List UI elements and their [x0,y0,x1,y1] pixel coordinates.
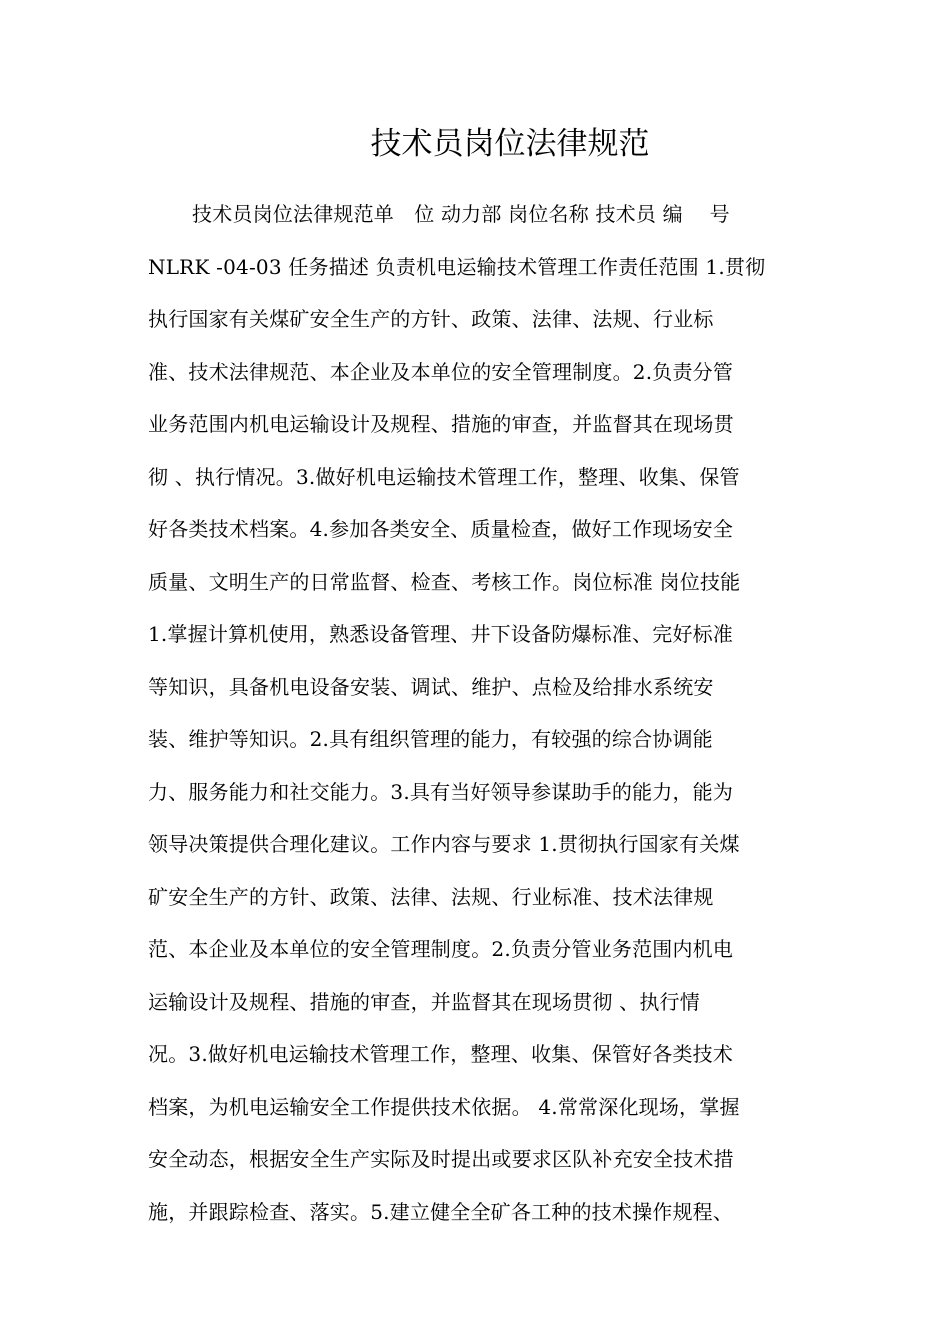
body-line: 执行国家有关煤矿安全生产的方针、政策、法律、法规、行业标 [148,307,714,331]
body-line: 业务范围内机电运输设计及规程、措施的审查，并监督其在现场贯 [148,412,734,436]
body-line: 矿安全生产的方针、政策、法律、法规、行业标准、技术法律规 [148,884,714,909]
body-line: 技术员岗位法律规范单 位 动力部 岗位名称 技术员 编 号 [192,202,730,226]
body-line: 1.掌握计算机使用，熟悉设备管理、井下设备防爆标准、完好标准 [148,622,734,646]
document-title: 技术员岗位法律规范 [370,126,650,162]
body-line: 档案，为机电运输安全工作提供技术依据。 4.常常深化现场，掌握 [148,1094,740,1119]
body-line: 况。3.做好机电运输技术管理工作，整理、收集、保管好各类技术 [148,1042,734,1066]
body-line: NLRK -04-03 任务描述 负责机电运输技术管理工作责任范围 1.贯彻 [148,254,766,279]
body-line: 质量、文明生产的日常监督、检查、考核工作。岗位标准 岗位技能 [148,569,741,594]
body-line: 施，并跟踪检查、落实。5.建立健全全矿各工种的技术操作规程、 [148,1199,734,1224]
body-line: 力、服务能力和社交能力。3.具有当好领导参谋助手的能力，能为 [148,779,734,804]
body-line: 运输设计及规程、措施的审查，并监督其在现场贯彻 、执行情 [148,989,700,1014]
body-line: 等知识，具备机电设备安装、调试、维护、点检及给排水系统安 [148,674,714,699]
body-line: 安全动态，根据安全生产实际及时提出或要求区队补充安全技术措 [148,1147,734,1171]
body-line: 彻 、执行情况。3.做好机电运输技术管理工作，整理、收集、保管 [148,464,740,489]
body-line: 范、本企业及本单位的安全管理制度。2.负责分管业务范围内机电 [148,937,734,961]
body-line: 领导决策提供合理化建议。工作内容与要求 1.贯彻执行国家有关煤 [148,832,740,856]
document-body [148,188,808,1238]
body-line: 准、技术法律规范、本企业及本单位的安全管理制度。2.负责分管 [148,359,734,384]
body-line: 装、维护等知识。2.具有组织管理的能力，有较强的综合协调能 [148,727,713,751]
body-line: 好各类技术档案。4.参加各类安全、质量检查，做好工作现场安全 [148,517,734,541]
